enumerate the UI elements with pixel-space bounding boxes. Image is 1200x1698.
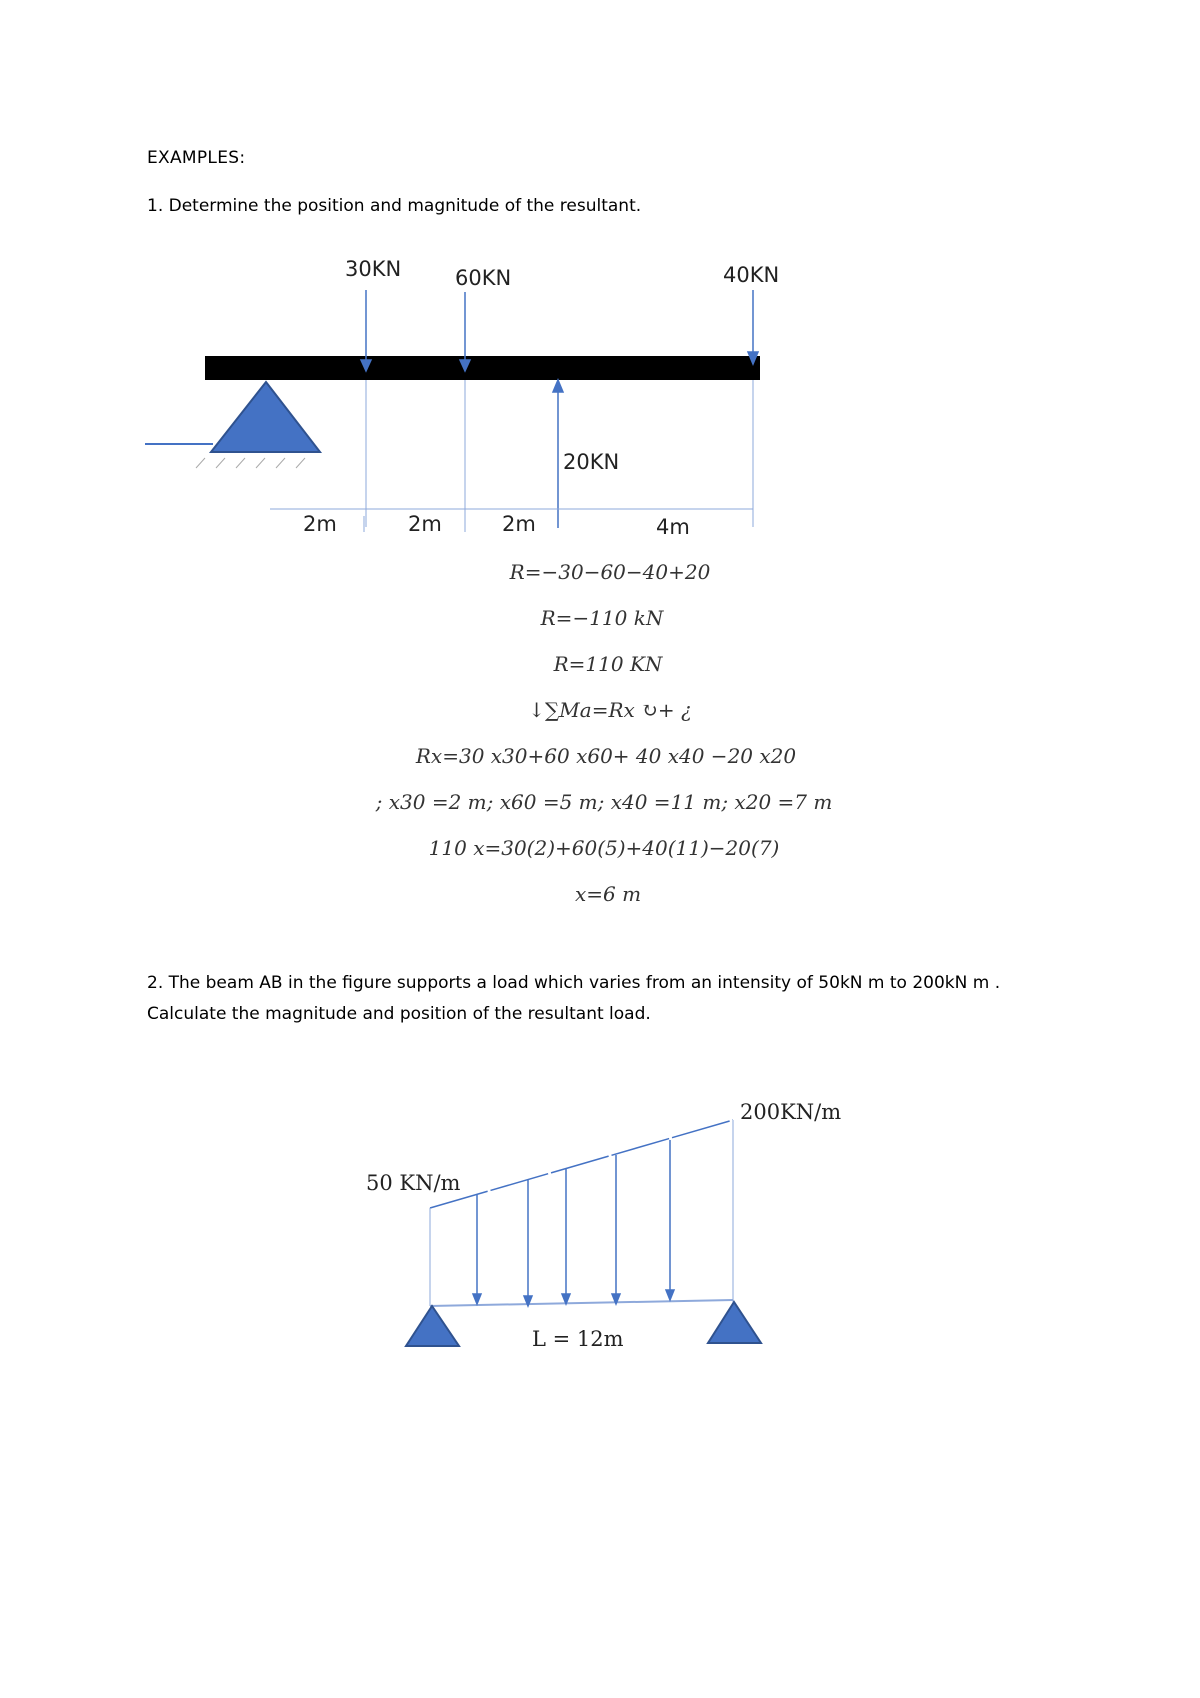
page-heading: EXAMPLES: — [147, 148, 246, 168]
dim-label-2: 2m — [408, 512, 442, 536]
label-20kn: 20KN — [563, 450, 620, 474]
question-2-text: 2. The beam AB in the figure supports a load which varies from an intensity of 50kN m to 200kN m . Calculate the magnitude and position of the resultant load. — [147, 973, 1001, 1024]
support-b — [708, 1302, 761, 1343]
dim-label-1: 2m — [303, 512, 337, 536]
dim-label-3: 2m — [502, 512, 536, 536]
label-60kn: 60KN — [455, 266, 512, 290]
load-slope-line — [430, 1120, 733, 1208]
dim-label-4: 4m — [656, 515, 690, 539]
question-1-text: 1. Determine the position and magnitude of the resultant. — [147, 196, 642, 216]
equation-3: R=110 KN — [553, 652, 663, 676]
label-30kn: 30KN — [345, 257, 402, 281]
label-left-intensity: 50 KN/m — [366, 1171, 461, 1195]
label-40kn: 40KN — [723, 263, 780, 287]
label-span: L = 12m — [532, 1327, 624, 1351]
equation-7: 110 x=30(2)+60(5)+40(11)−20(7) — [428, 836, 780, 860]
equation-4: ↓∑Ma=Rx ↻+ ¿ — [528, 698, 692, 722]
label-right-intensity: 200KN/m — [740, 1100, 842, 1124]
equation-6: ; x30 =2 m; x60 =5 m; x40 =11 m; x20 =7 m — [375, 790, 833, 814]
equation-1: R=−30−60−40+20 — [509, 560, 711, 584]
equation-5: Rx=30 x30+60 x60+ 40 x40 −20 x20 — [415, 744, 797, 768]
equation-8: x=6 m — [574, 882, 642, 906]
equation-2: R=−110 kN — [540, 606, 664, 630]
support-a — [406, 1306, 459, 1346]
